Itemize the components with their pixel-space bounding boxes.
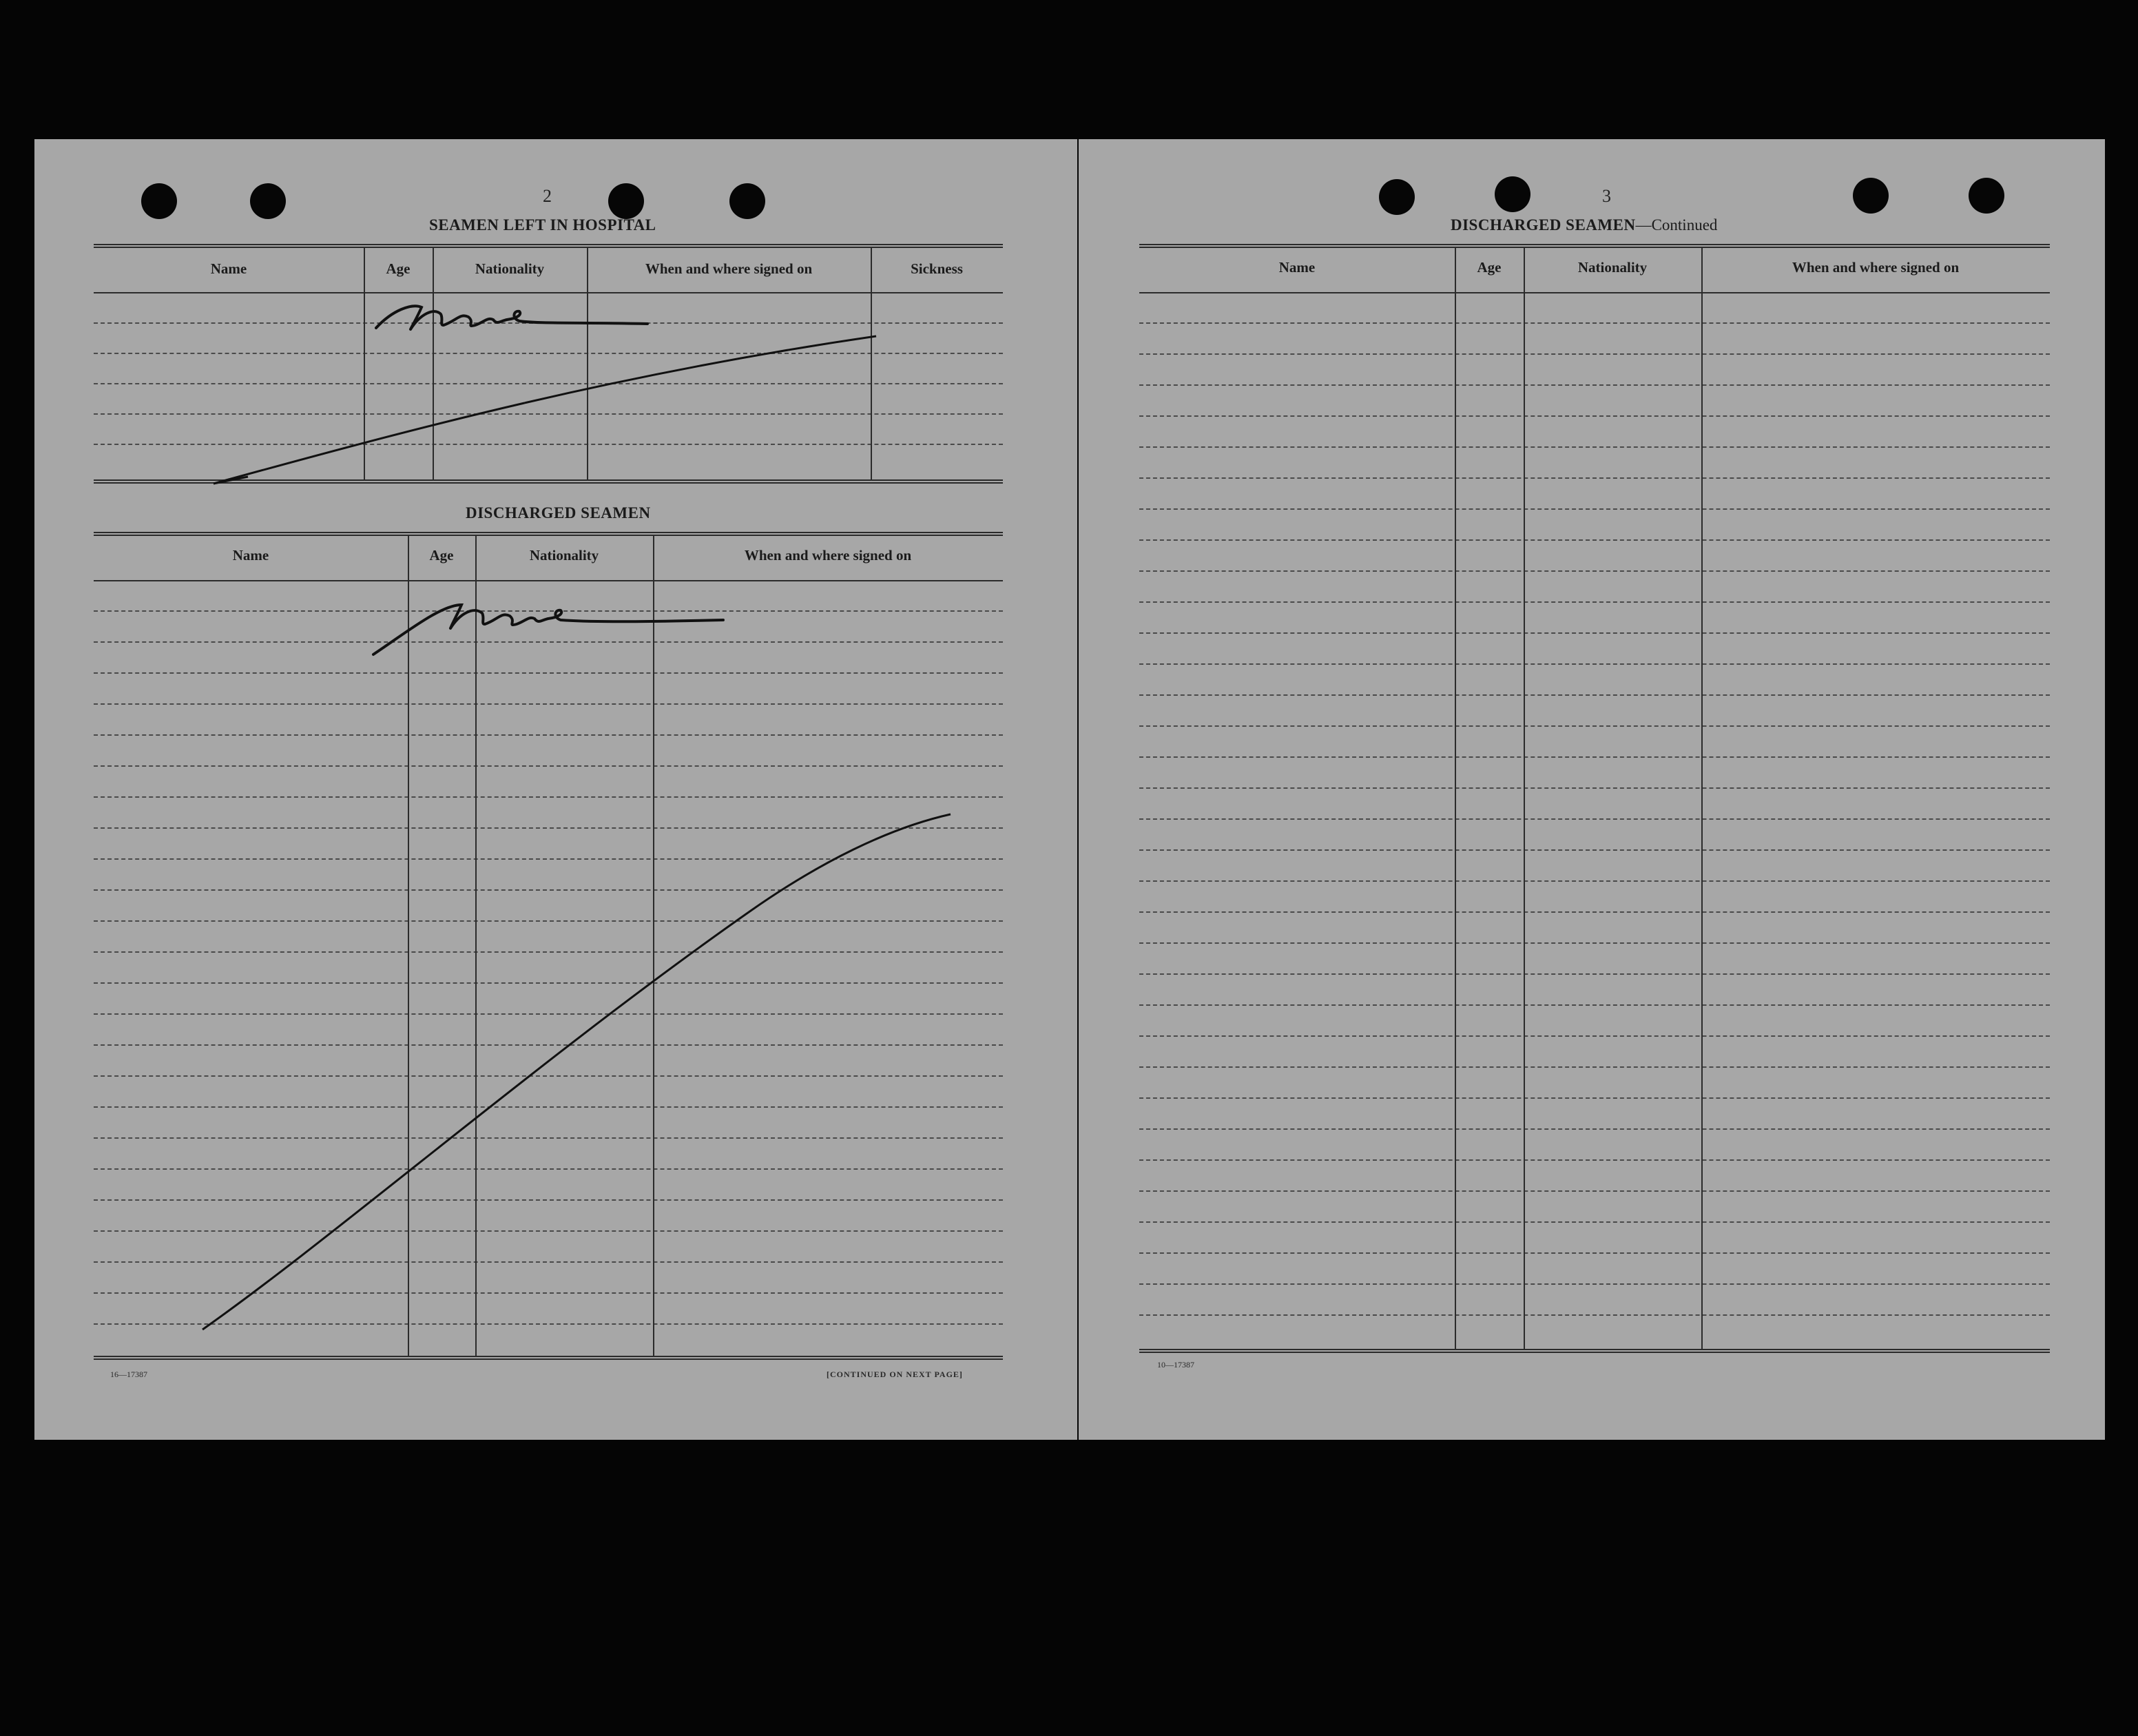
handwritten-none-discharged <box>338 577 778 660</box>
table-rule <box>1139 1159 2050 1161</box>
column-header-name: Name <box>1278 259 1316 276</box>
table-rule <box>1139 539 2050 541</box>
table-rule <box>94 244 1003 248</box>
column-header-signed-on: When and where signed on <box>645 260 813 277</box>
form-code: 16—17387 <box>110 1370 147 1379</box>
page-number: 3 <box>1602 186 1611 206</box>
table-rule <box>1139 1314 2050 1316</box>
punch-hole <box>729 183 765 219</box>
column-header-nationality: Nationality <box>475 260 545 277</box>
column-rule <box>1455 248 1456 1350</box>
table-rule <box>1139 849 2050 851</box>
table-rule <box>1139 632 2050 634</box>
title-main: DISCHARGED SEAMEN <box>1451 216 1636 234</box>
table-rule <box>1139 384 2050 386</box>
column-header-signed-on: When and where signed on <box>744 547 912 564</box>
table-rule <box>1139 1004 2050 1006</box>
column-header-nationality: Nationality <box>529 547 599 564</box>
table-rule <box>1139 663 2050 665</box>
table-rule <box>1139 1066 2050 1068</box>
column-header-name: Name <box>210 260 247 277</box>
punch-hole <box>1379 179 1415 215</box>
column-rule <box>1701 248 1703 1350</box>
table-rule <box>1139 244 2050 248</box>
table-rule <box>1139 787 2050 789</box>
table-rule <box>1139 508 2050 510</box>
table-rule <box>1139 1252 2050 1254</box>
table-rule <box>94 1356 1003 1360</box>
continued-section-title <box>1451 216 1717 234</box>
table-rule <box>1139 1035 2050 1037</box>
table-rule <box>1139 911 2050 913</box>
punch-hole <box>1495 176 1530 212</box>
column-header-age: Age <box>386 260 411 277</box>
punch-hole <box>1853 178 1889 214</box>
table-rule <box>1139 353 2050 355</box>
page-number: 2 <box>543 186 552 206</box>
punch-hole <box>250 183 286 219</box>
table-rule <box>1139 880 2050 882</box>
punch-hole <box>1969 178 2004 214</box>
column-header-age: Age <box>429 547 454 564</box>
table-rule <box>1139 322 2050 324</box>
handwritten-none-hospital <box>372 289 689 338</box>
table-rule <box>1139 601 2050 603</box>
table-rule <box>94 532 1003 536</box>
strike-line-hospital <box>207 332 882 497</box>
table-rule <box>1139 1349 2050 1353</box>
table-rule <box>1139 694 2050 696</box>
punch-hole <box>608 183 644 219</box>
left-page <box>34 139 1077 1440</box>
continued-note: [CONTINUED ON NEXT PAGE] <box>827 1370 963 1379</box>
right-page <box>1079 139 2105 1440</box>
column-header-sickness: Sickness <box>911 260 963 277</box>
table-rule <box>1139 1128 2050 1130</box>
hospital-section-title: SEAMEN LEFT IN HOSPITAL <box>429 216 656 234</box>
column-header-signed-on: When and where signed on <box>1792 259 1960 276</box>
discharged-continued-table <box>1139 244 2050 1365</box>
table-rule <box>1139 1190 2050 1192</box>
table-rule <box>1139 942 2050 944</box>
column-header-nationality: Nationality <box>1577 259 1648 276</box>
strike-line-discharged <box>200 670 957 1338</box>
table-rule <box>1139 292 2050 293</box>
table-rule <box>1139 756 2050 758</box>
table-rule <box>1139 818 2050 820</box>
table-rule <box>1139 973 2050 975</box>
table-rule <box>1139 477 2050 479</box>
column-header-age: Age <box>1477 259 1502 276</box>
discharged-section-title: DISCHARGED SEAMEN <box>466 504 651 521</box>
column-header-name: Name <box>232 547 269 564</box>
table-rule <box>1139 1221 2050 1223</box>
punch-hole <box>141 183 177 219</box>
table-rule <box>1139 446 2050 448</box>
table-rule <box>1139 1283 2050 1285</box>
column-rule <box>1524 248 1525 1350</box>
table-rule <box>1139 415 2050 417</box>
table-rule <box>1139 570 2050 572</box>
title-continued: —Continued <box>1635 216 1718 234</box>
table-rule <box>1139 1097 2050 1099</box>
table-rule <box>1139 725 2050 727</box>
form-code: 10—17387 <box>1157 1360 1194 1370</box>
